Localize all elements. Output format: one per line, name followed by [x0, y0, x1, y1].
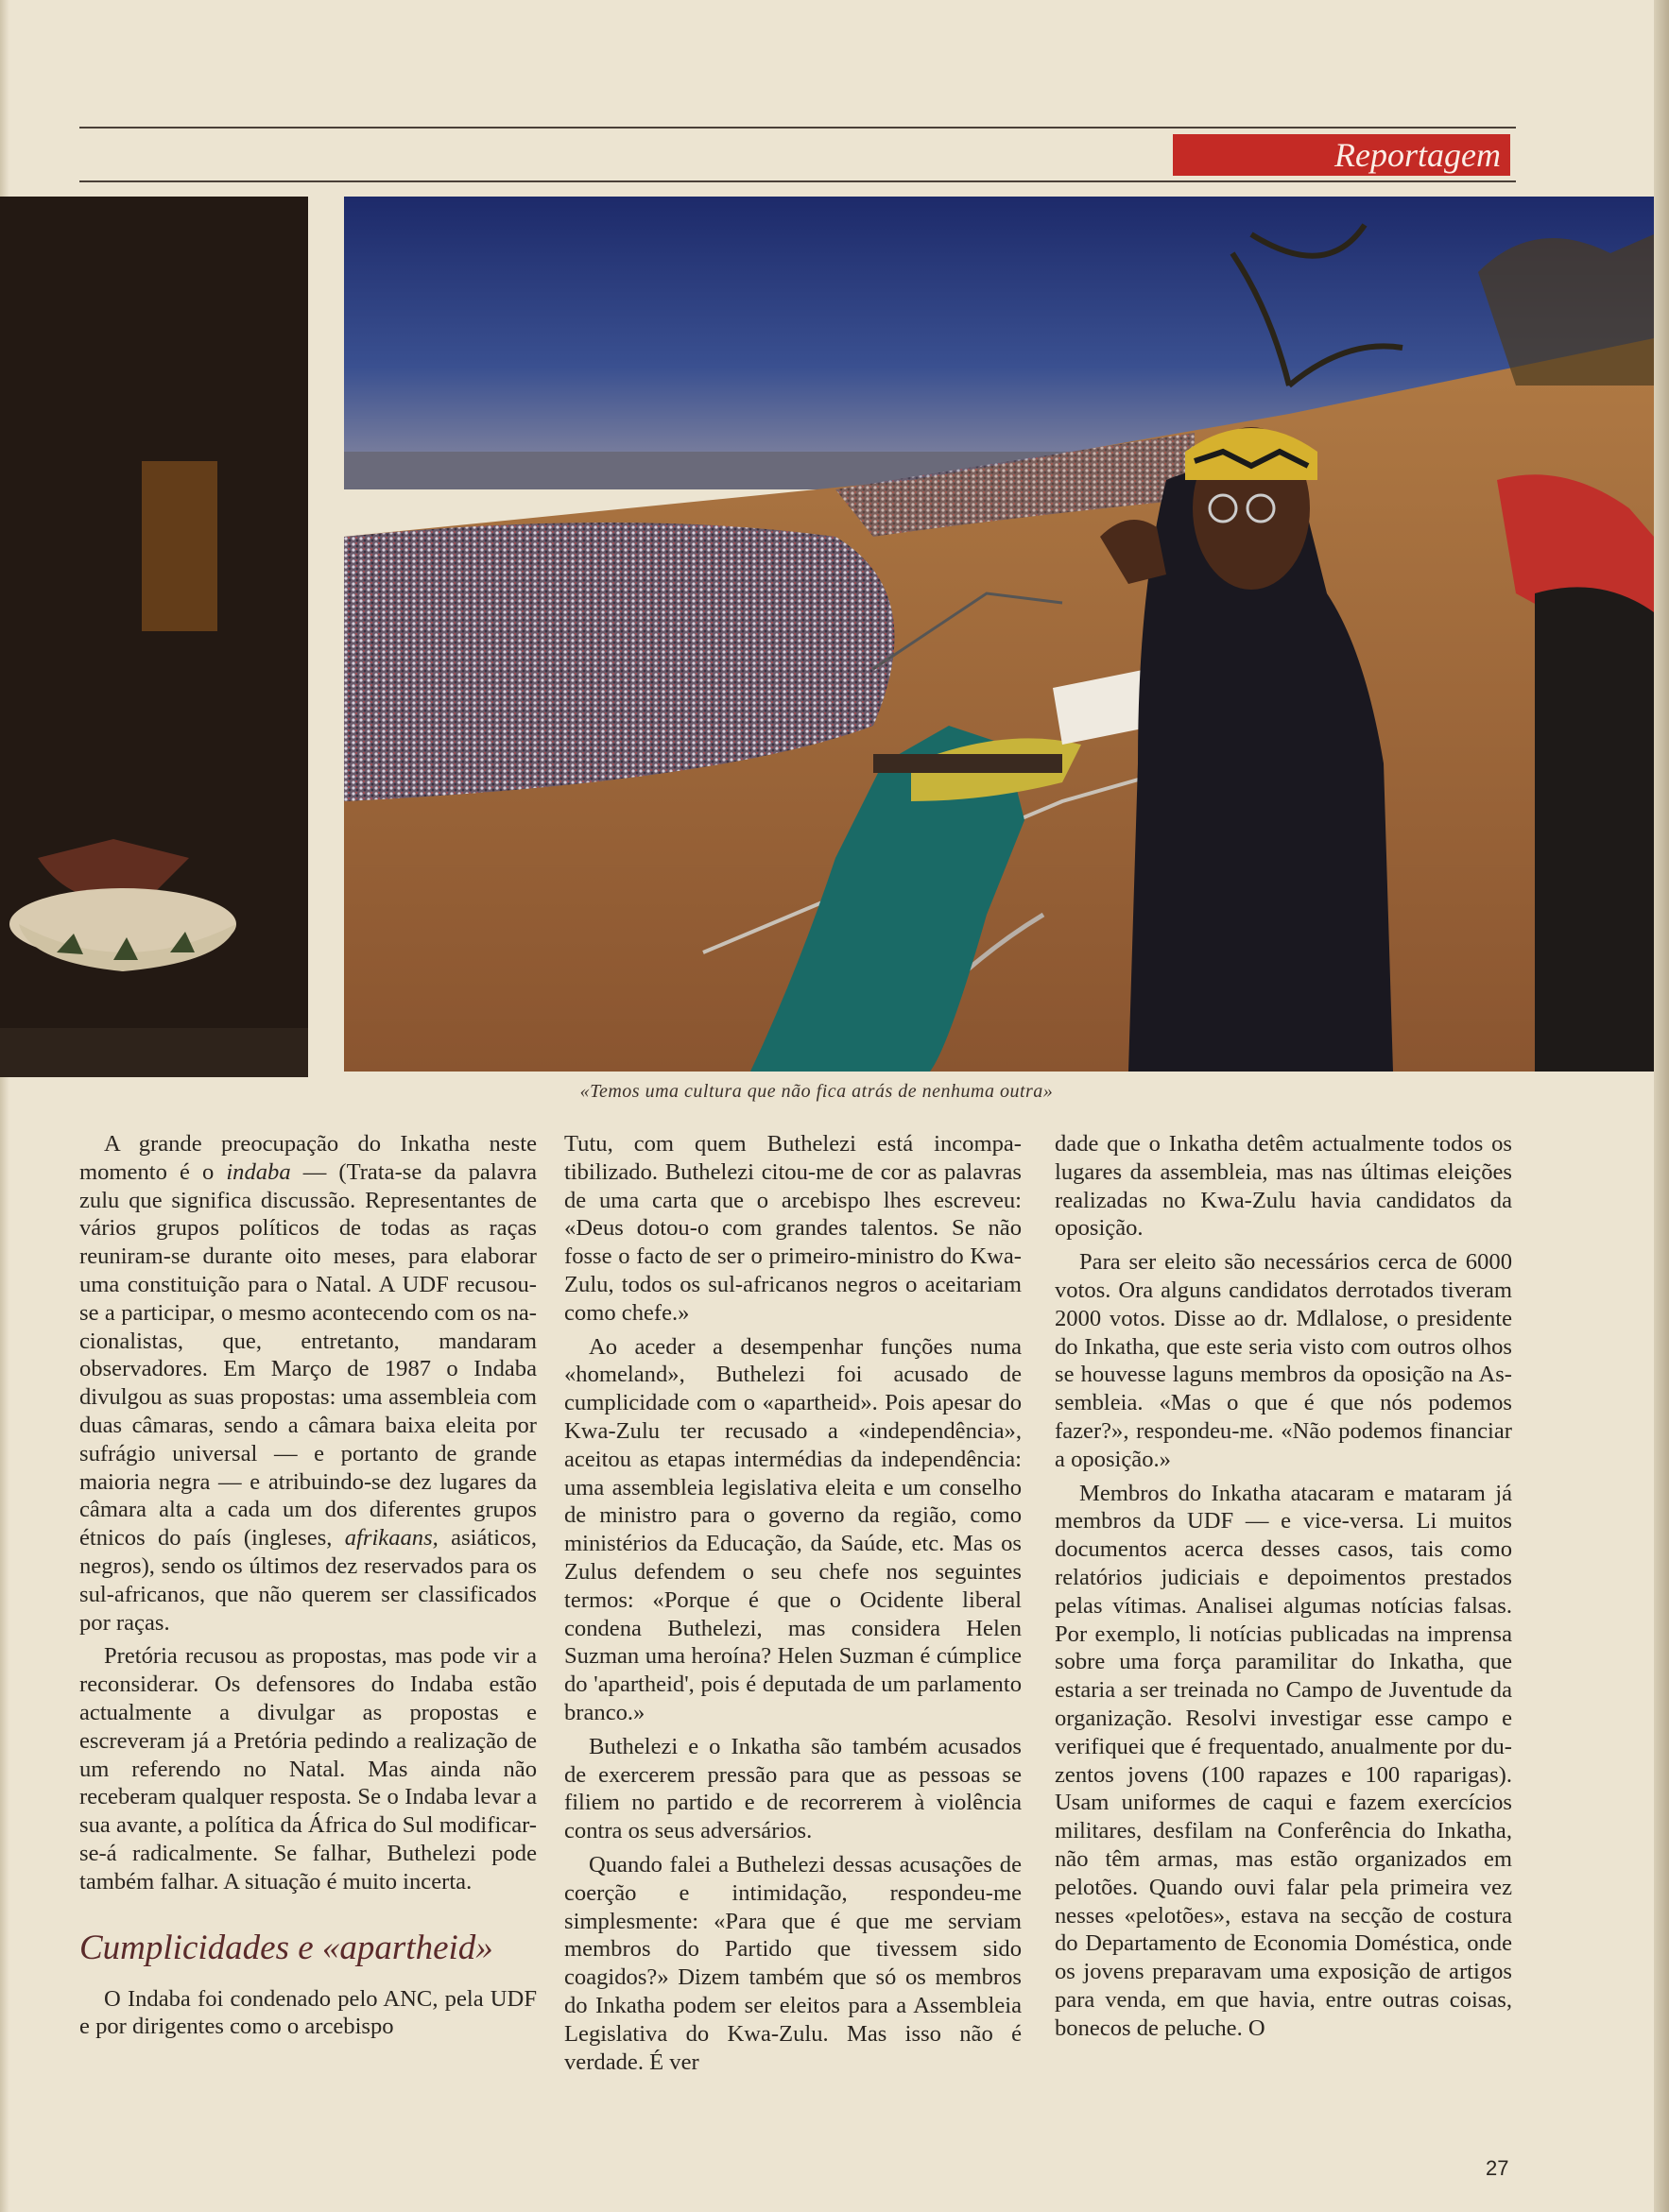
page-edge-right: [1654, 0, 1669, 2212]
article-column-3: [1055, 1130, 1512, 2049]
col3-paragraph: Membros do Inkatha atacaram e mataram já membros da UDF — e vice-versa. Li muitos documentos acerca desses casos, tais como relatórios judiciais e depoimentos prestados pelas vítimas. Analisei algumas notícias falsas. Por exemplo, li notícias publicadas na imprensa sobre uma força paramilitar do Inkatha, que estaria a ser treinada no Campo de Juventude da organização. Resolvi investigar esse campo e verifiquei que é frequentado, anualmente por duzentos jovens (100 rapazes e 100 raparigas). Usam uniformes de caqui e fazem exercícios militares, desfilam na Conferência do Inkatha, não têm armas, mas estão organizados em pelotões. Quando ouvi falar pela primeira vez nesses «pelotões», estava na secção de costura do Departamento de Economia Doméstica, onde os jovens preparavam uma exposição de artigos para venda, em que havia, entre outras coisas, bonecos de peluche. O: [1055, 1480, 1512, 2041]
photo-caption: «Temos uma cultura que não fica atrás de nenhuma outra»: [579, 1081, 1054, 1102]
col2-paragraph: Tutu, com quem Buthelezi está incompatibilizado. Buthelezi citou-me de cor as palavras de uma carta que o arcebispo lhes escreveu: «Deus dotou-o com grandes talentos. Se não fosse o facto de ser o primeiro-ministro do Kwa-Zulu, todos os sul-africanos negros o aceitariam como chefe.»: [564, 1131, 1022, 1326]
col2-paragraph: Buthelezi e o Inkatha são também acusados de exercerem pressão para que as pessoas se filiem no partido e de recorrerem à violência contra os seus adversários.: [564, 1733, 1022, 1844]
rally-photo-art: [344, 197, 1654, 1072]
article-column-1: [79, 1130, 537, 2047]
main-photo: [344, 197, 1654, 1072]
subheading-cumplicidades: Cumplicidades e «apartheid»: [79, 1928, 493, 1967]
col1-paragraph: O Indaba foi condenado pelo ANC, pela UDF e por dirigentes como o arcebispo: [79, 1985, 537, 2040]
col3-paragraph: Para ser eleito são necessários cerca de 6000 votos. Ora alguns candidatos derrotados tiveram 2000 votos. Disse ao dr. Mdlalose, o presidente do Inkatha, que este seria visto com outros olhos se houvesse laguns membros da oposição na Assembleia. «Mas o que é que nós podemos fazer?», respondeu-me. «Não podemos financiar a oposição.»: [1055, 1249, 1512, 1472]
left-photo-art: [0, 197, 308, 1077]
page-number: 27: [1486, 2156, 1509, 2180]
col2-paragraph: Quando falei a Buthelezi dessas acusações de coerção e intimidação, respondeu-me simplesmente: «Para que é que me serviam membros do Partido que tivessem sido coagidos?» Dizem também que só os membros do Inkatha podem ser eleitos para a Assembleia Legislativa do Kwa-Zulu. Mas isso não é verdade. É ver: [564, 1851, 1022, 2075]
section-label: Reportagem: [1173, 134, 1510, 176]
col1-paragraph: A grande preocupação do Inkatha neste momento é o indaba — (Trata-se da palavra zulu que significa discussão. Representantes de vários grupos políticos de todas as raças reuniram-se durante oito meses, para elaborar uma constituição para o Natal. A UDF recusou-se a participar, o mesmo acontecendo com os nacionalistas, que, entretanto, mandaram observadores. Em Março de 1987 o Indaba divulgou as suas propostas: uma assembleia com duas câmaras, sendo a câmara baixa eleita por sufrágio universal — e portanto de grande maioria negra — e atribuindo-se dez lugares da câmara alta a cada um dos diferentes grupos étnicos do país (ingleses, afrikaans, asiáticos, negros), sendo os últimos dez reservados para os sul-africanos, que não querem ser classificados por raças.: [79, 1131, 537, 1636]
col2-paragraph: Ao aceder a desempenhar funções numa «homeland», Buthelezi foi acusado de cumplicidade com o «apartheid». Pois apesar do Kwa-Zulu ter recusado a «independência», aceitou as etapas intermédias da independência: uma assembleia legislativa eleita e um conselho de ministro para o governo da região, como ministérios da Educação, da Saúde, etc. Mas os Zulus defendem o seu chefe nos seguintes termos: «Porque é que o Ocidente liberal condena Buthelezi, mas considera Helen Suzman uma heroína? Helen Suzman é cúmplice do 'apartheid', pois é deputada de um parlamento branco.»: [564, 1333, 1022, 1725]
col1-paragraph: Pretória recusou as propostas, mas pode vir a reconsiderar. Os defensores do Indaba estão actualmente a divulgar as propostas e escreveram já a Pretória pedindo a realização de um referendo no Natal. Mas ainda não receberam qualquer resposta. Se o Indaba levar a sua avante, a política da África do Sul modificar-se-á radicalmente. Se falhar, Buthelezi pode também falhar. A situação é muito incerta.: [79, 1643, 537, 1895]
article-column-2: [564, 1130, 1022, 2082]
left-photo: [0, 197, 308, 1077]
col3-paragraph: dade que o Inkatha detêm actualmente todos os lugares da assembleia, mas nas últimas eleições realizadas no Kwa-Zulu havia candidatos da oposição.: [1055, 1131, 1512, 1242]
header-rule-bottom: [79, 180, 1516, 182]
header-rule-top: [79, 127, 1516, 129]
